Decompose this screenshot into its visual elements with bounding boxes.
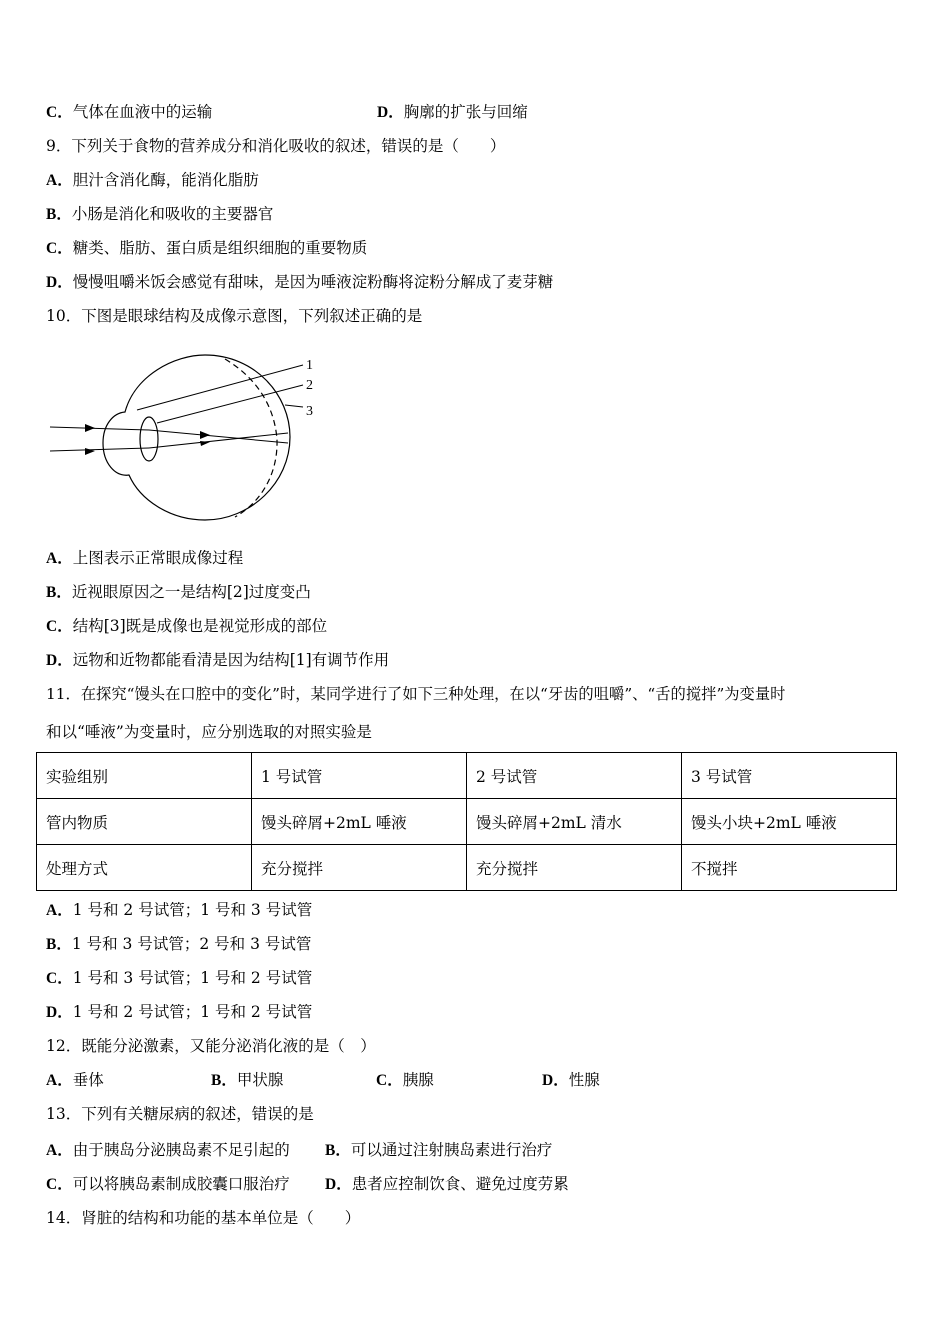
q11-option-b: B．1 号和 3 号试管；2 号和 3 号试管 xyxy=(46,935,312,953)
q12-option-c: C．胰腺 xyxy=(376,1071,434,1089)
table-cell: 3 号试管 xyxy=(682,753,897,799)
eyeball-diagram xyxy=(45,345,335,525)
q11-stem-line2: 和以“唾液”为变量时，应分别选取的对照实验是 xyxy=(46,723,372,741)
q11-option-c: C．1 号和 3 号试管；1 号和 2 号试管 xyxy=(46,969,313,987)
leader-line-2 xyxy=(157,385,303,423)
q9-option-b: B．小肠是消化和吸收的主要器官 xyxy=(46,205,274,223)
table-cell: 不搅拌 xyxy=(682,845,897,891)
q12-stem: 12．既能分泌激素，又能分泌消化液的是（ ） xyxy=(46,1037,376,1055)
q11-option-d: D．1 号和 2 号试管；1 号和 2 号试管 xyxy=(46,1003,313,1021)
table-cell: 1 号试管 xyxy=(252,753,467,799)
q10-option-d: D．远物和近物都能看清是因为结构[1]有调节作用 xyxy=(46,651,390,669)
q8-option-c-text: 气体在血液中的运输 xyxy=(72,103,213,121)
q9-option-c: C．糖类、脂肪、蛋白质是组织细胞的重要物质 xyxy=(46,239,368,257)
q8-options-row xyxy=(46,102,212,123)
q10-option-b: B．近视眼原因之一是结构[2]过度变凸 xyxy=(46,583,311,601)
q9-option-d: D．慢慢咀嚼米饭会感觉有甜味，是因为唾液淀粉酶将淀粉分解成了麦芽糖 xyxy=(46,273,554,291)
q12-option-d: D．性腺 xyxy=(542,1071,600,1089)
q13-option-b: B．可以通过注射胰岛素进行治疗 xyxy=(325,1141,553,1159)
q9-option-a: A．胆汁含消化酶，能消化脂肪 xyxy=(46,171,259,189)
q10-stem: 10．下图是眼球结构及成像示意图，下列叙述正确的是 xyxy=(46,307,423,325)
experiment-table xyxy=(36,752,897,891)
q9-stem: 9．下列关于食物的营养成分和消化吸收的叙述，错误的是（ ） xyxy=(46,137,506,155)
table-cell: 充分搅拌 xyxy=(467,845,682,891)
q12-option-a: A．垂体 xyxy=(46,1071,104,1089)
table-row xyxy=(37,845,897,891)
light-ray-bottom xyxy=(50,448,149,451)
q8-option-d xyxy=(377,102,528,123)
figure-label-1: 1 xyxy=(306,358,313,373)
table-cell: 馒头碎屑+2mL 唾液 xyxy=(252,799,467,845)
figure-label-3: 3 xyxy=(306,404,313,419)
q13-option-c: C．可以将胰岛素制成胶囊口服治疗 xyxy=(46,1175,290,1193)
table-cell: 处理方式 xyxy=(37,845,252,891)
q13-stem: 13．下列有关糖尿病的叙述，错误的是 xyxy=(46,1105,314,1123)
q13-option-a: A．由于胰岛分泌胰岛素不足引起的 xyxy=(46,1141,290,1159)
table-cell: 充分搅拌 xyxy=(252,845,467,891)
leader-line-1 xyxy=(137,365,303,410)
table-cell: 实验组别 xyxy=(37,753,252,799)
lens xyxy=(140,417,158,461)
table-row xyxy=(37,753,897,799)
light-ray-top xyxy=(50,427,149,430)
leader-line-3 xyxy=(285,405,303,407)
q14-stem: 14．肾脏的结构和功能的基本单位是（ ） xyxy=(46,1209,361,1227)
q12-option-b: B．甲状腺 xyxy=(211,1071,284,1089)
figure-label-2: 2 xyxy=(306,378,313,393)
q8-option-c-label: C． xyxy=(46,104,73,121)
q10-option-a: A．上图表示正常眼成像过程 xyxy=(46,549,244,567)
q13-option-d: D．患者应控制饮食、避免过度劳累 xyxy=(325,1175,569,1193)
table-cell: 馒头碎屑+2mL 清水 xyxy=(467,799,682,845)
q11-stem-line1: 11．在探究“馒头在口腔中的变化”时，某同学进行了如下三种处理，在以“牙齿的咀嚼”、“舌的搅拌”为变量时 xyxy=(46,685,786,703)
table-row xyxy=(37,799,897,845)
table-cell: 2 号试管 xyxy=(467,753,682,799)
q8-option-d-label: D． xyxy=(377,104,404,121)
q11-option-a: A．1 号和 2 号试管；1 号和 3 号试管 xyxy=(46,901,313,919)
table-cell: 馒头小块+2mL 唾液 xyxy=(682,799,897,845)
q10-option-c: C．结构[3]既是成像也是视觉形成的部位 xyxy=(46,617,328,635)
q8-option-d-text: 胸廓的扩张与回缩 xyxy=(403,103,528,121)
eyeball-outline xyxy=(103,355,290,520)
table-cell: 管内物质 xyxy=(37,799,252,845)
